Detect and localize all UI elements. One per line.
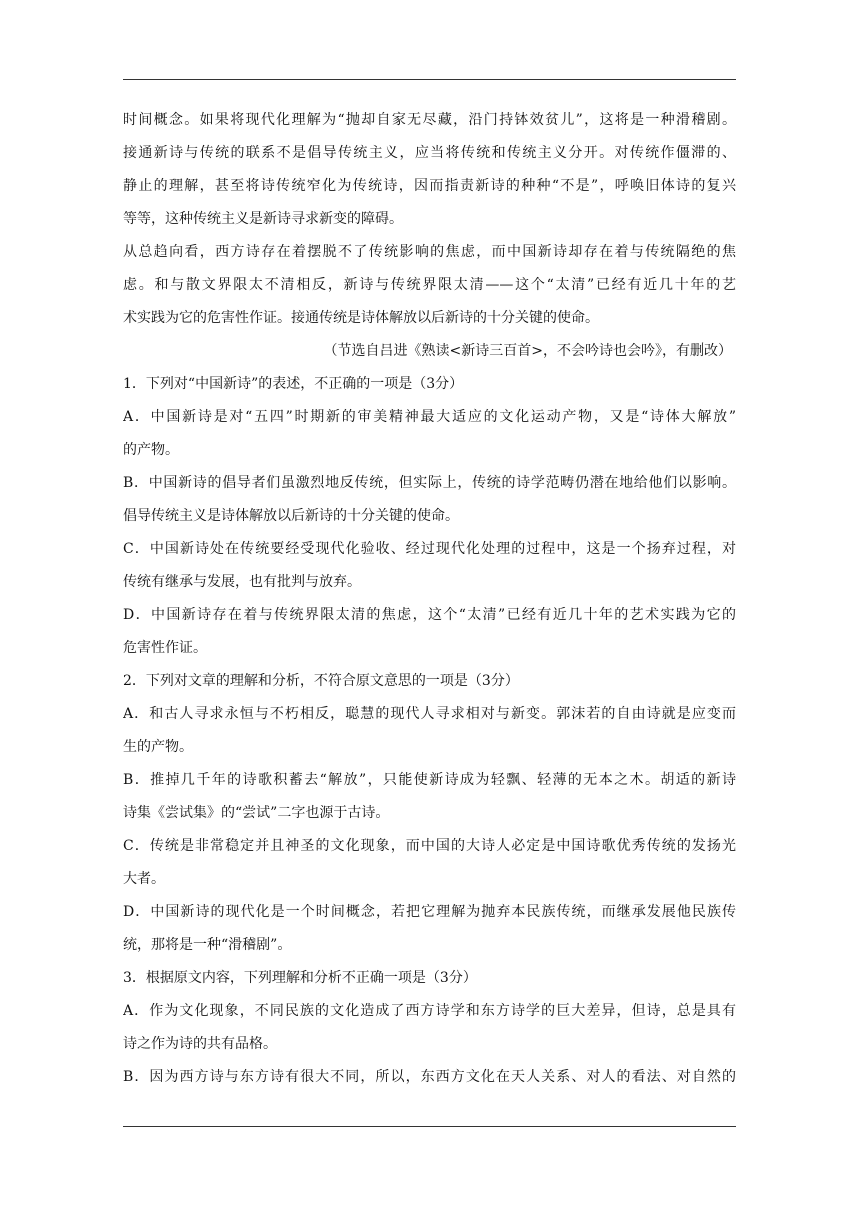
- option-text: 诗之作为诗的共有品格。: [123, 1036, 277, 1052]
- passage-line: 等等，这种传统主义是新诗寻求新变的障碍。: [123, 211, 403, 227]
- option-text: A．中国新诗是对“五四”时期新的审美精神最大适应的文化运动产物，又是“诗体大解放”: [123, 409, 736, 425]
- passage-line: 术实践为它的危害性作证。接通传统是诗体解放以后新诗的十分关键的使命。: [123, 310, 599, 326]
- option-text: 诗集《尝试集》的“尝试”二字也源于古诗。: [123, 805, 390, 821]
- option-text: D．中国新诗存在着与传统界限太清的焦虑，这个“太清”已经有近几十年的艺术实践为它的: [123, 607, 736, 623]
- passage-line: 静止的理解，甚至将诗传统窄化为传统诗，因而指责新诗的种种“不是”，呼唤旧体诗的复兴: [123, 178, 736, 194]
- option-a[interactable]: [123, 698, 736, 764]
- passage-line: 接通新诗与传统的联系不是倡导传统主义，应当将传统和传统主义分开。对传统作僵滞的、: [123, 145, 736, 161]
- question-stem: 1．下列对“中国新诗”的表述，不正确的一项是（3分）: [123, 376, 464, 392]
- footer-rule: [123, 1126, 736, 1127]
- option-text: 危害性作证。: [123, 640, 207, 656]
- option-text: B．推掉几千年的诗歌积蓄去“解放”，只能使新诗成为轻飘、轻薄的无本之木。胡适的新诗: [123, 772, 736, 788]
- option-text: 大者。: [123, 871, 165, 887]
- document-body: [123, 104, 736, 1094]
- option-text: 传统有继承与发展，也有批判与放弃。: [123, 574, 361, 590]
- question-stem: 3．根据原文内容，下列理解和分析不正确一项是（3分）: [123, 970, 477, 986]
- option-a[interactable]: [123, 995, 736, 1061]
- question-stem: 2．下列对文章的理解和分析，不符合原文意思的一项是（3分）: [123, 673, 519, 689]
- option-text: 倡导传统主义是诗体解放以后新诗的十分关键的使命。: [123, 508, 459, 524]
- option-text: C．中国新诗处在传统要经受现代化验收、经过现代化处理的过程中，这是一个扬弃过程，对: [123, 541, 736, 557]
- option-b[interactable]: [123, 764, 736, 830]
- passage-line: 时间概念。如果将现代化理解为“抛却自家无尽藏，沿门持钵效贫儿”，这将是一种滑稽剧。: [123, 112, 736, 128]
- option-text: 的产物。: [123, 442, 179, 458]
- option-text: 生的产物。: [123, 739, 193, 755]
- question-3: [123, 962, 736, 1094]
- option-d[interactable]: [123, 896, 736, 962]
- header-rule: [123, 79, 736, 80]
- option-a[interactable]: [123, 401, 736, 467]
- option-text: 统，那将是一种“滑稽剧”。: [123, 937, 292, 953]
- option-text: A．作为文化现象，不同民族的文化造成了西方诗学和东方诗学的巨大差异，但诗，总是具有: [123, 1003, 736, 1019]
- option-b[interactable]: [123, 1061, 736, 1094]
- passage-source: （节选自吕进《熟读<新诗三百首>，不会吟诗也会吟》，有删改）: [323, 343, 732, 359]
- option-text: B．因为西方诗与东方诗有很大不同，所以，东西方文化在天人关系、对人的看法、对自然的: [123, 1069, 736, 1085]
- option-d[interactable]: [123, 599, 736, 665]
- option-text: A．和古人寻求永恒与不朽相反，聪慧的现代人寻求相对与新变。郭沫若的自由诗就是应变而: [123, 706, 736, 722]
- option-text: B．中国新诗的倡导者们虽激烈地反传统，但实际上，传统的诗学范畴仍潜在地给他们以影响。: [123, 475, 736, 491]
- passage-excerpt: [123, 104, 736, 368]
- passage-line: 虑。和与散文界限太不清相反，新诗与传统界限太清——这个“太清”已经有近几十年的艺: [123, 277, 736, 293]
- option-b[interactable]: [123, 467, 736, 533]
- option-c[interactable]: [123, 830, 736, 896]
- option-text: D．中国新诗的现代化是一个时间概念，若把它理解为抛弃本民族传统，而继承发展他民族传: [123, 904, 736, 920]
- question-2: [123, 665, 736, 962]
- option-text: C．传统是非常稳定并且神圣的文化现象，而中国的大诗人必定是中国诗歌优秀传统的发扬光: [123, 838, 736, 854]
- question-1: [123, 368, 736, 665]
- passage-line: 从总趋向看，西方诗存在着摆脱不了传统影响的焦虑，而中国新诗却存在着与传统隔绝的焦: [123, 244, 736, 260]
- option-c[interactable]: [123, 533, 736, 599]
